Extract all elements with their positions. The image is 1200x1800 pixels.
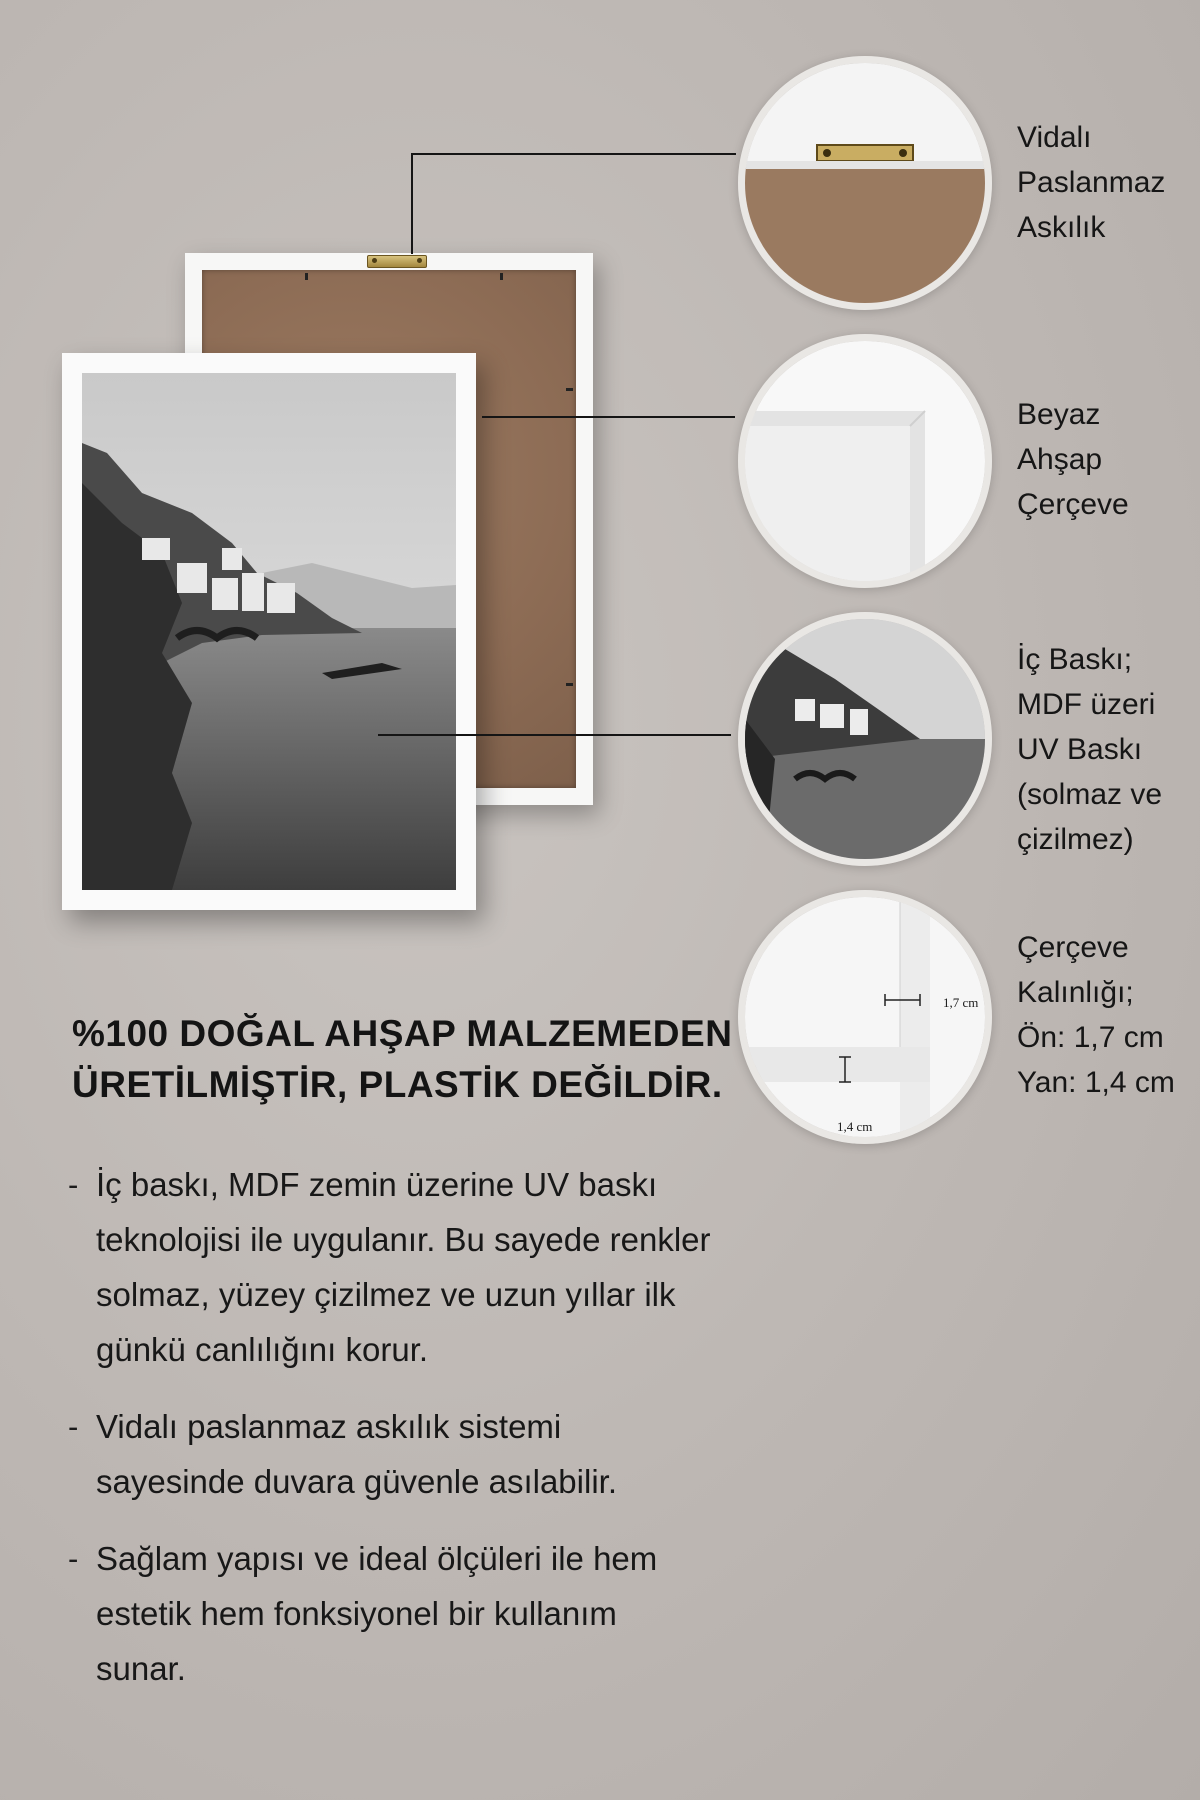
bullet-dash: - <box>68 1541 79 1576</box>
hanger-detail-circle <box>738 56 992 310</box>
callout-thickness: Çerçeve Kalınlığı; Ön: 1,7 cm Yan: 1,4 cm <box>1017 931 1175 1099</box>
frame-corner-detail-circle <box>738 334 992 588</box>
coastal-photo-print <box>82 373 456 890</box>
leader-line-frame <box>482 416 735 418</box>
list-item: - Sağlam yapısı ve ideal ölçüleri ile hem estetik hem fonksiyonel bir kullanım sunar. <box>68 1531 788 1696</box>
clip-icon <box>566 388 573 391</box>
callout-print: İç Baskı; MDF üzeri UV Baskı (solmaz ve çizilmez) <box>1017 643 1163 856</box>
leader-line-print <box>378 734 731 736</box>
clip-icon <box>500 273 503 280</box>
bullet-dash: - <box>68 1409 79 1444</box>
bullet-dash: - <box>68 1167 79 1202</box>
leader-line-hanger <box>411 153 736 155</box>
clip-icon <box>566 683 573 686</box>
hanger-bracket-icon <box>367 255 427 268</box>
front-thickness-label: 1,7 cm <box>943 995 979 1010</box>
thickness-detail-circle <box>738 890 992 1144</box>
frame-front-view <box>62 353 476 910</box>
list-item: - İç baskı, MDF zemin üzerine UV baskı teknolojisi ile uygulanır. Bu sayede renkler solmaz, yüzey çizilmez ve uzun yıllar ilk günkü canlılığını korur. <box>68 1157 788 1377</box>
list-item: - Vidalı paslanmaz askılık sistemi sayesinde duvara güvenle asılabilir. <box>68 1399 788 1509</box>
leader-line-hanger <box>411 153 413 254</box>
headline: %100 DOĞAL AHŞAP MALZEMEDEN ÜRETİLMİŞTİR, PLASTİK DEĞİLDİR. <box>72 1013 733 1105</box>
print-detail-circle <box>738 612 992 866</box>
callout-frame: Beyaz Ahşap Çerçeve <box>1017 398 1129 521</box>
side-thickness-label: 1,4 cm <box>837 1119 873 1134</box>
callout-hanger: Vidalı Paslanmaz Askılık <box>1017 121 1166 244</box>
clip-icon <box>305 273 308 280</box>
feature-list <box>68 1157 788 1718</box>
